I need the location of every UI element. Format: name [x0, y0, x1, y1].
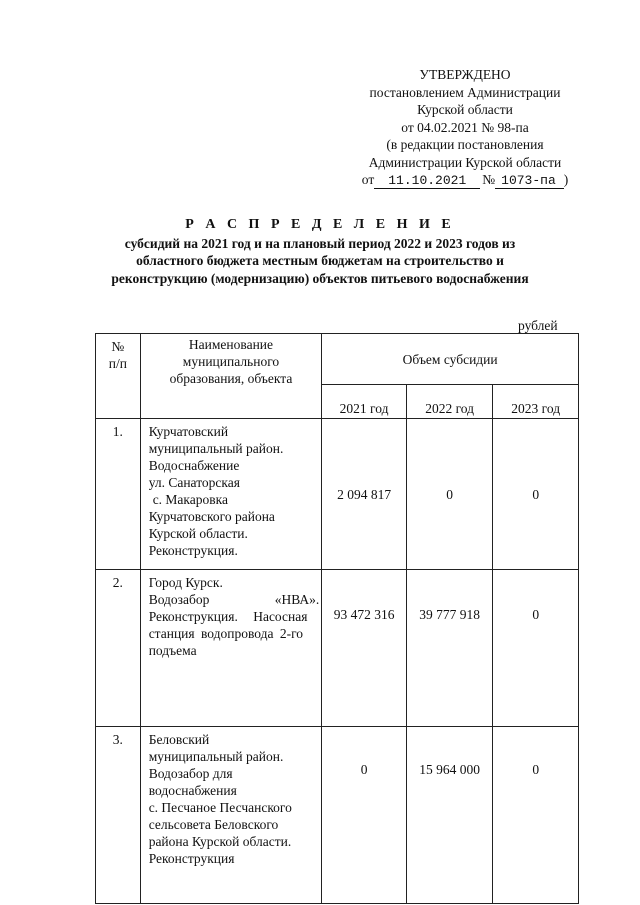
table-row [96, 570, 579, 727]
row-number: 2. [96, 570, 141, 727]
units-label: рублей [518, 318, 558, 333]
value-2022: 15 964 000 [406, 727, 493, 904]
object-name-line: Курчатовского района [148, 509, 275, 524]
col-name-header [140, 334, 322, 419]
year-2022-header: 2022 год [406, 385, 493, 419]
object-name-line: муниципальный район. [148, 441, 284, 456]
object-name-line: сельсовета Беловского [148, 817, 279, 832]
object-name-line: Беловский [148, 732, 210, 747]
title-line: субсидий на 2021 год и на плановый период 2022 и 2023 годов из [124, 235, 516, 251]
approval-line: Администрации Курской области [368, 154, 562, 170]
row-object-name [140, 727, 322, 904]
row-number: 1. [96, 419, 141, 570]
col-name-line: образования, объекта [169, 371, 293, 386]
object-name-line: с. Песчаное Песчанского [148, 800, 292, 815]
value-2021: 0 [322, 727, 407, 904]
object-name-line: Город Курск. [148, 575, 223, 590]
value-2021: 93 472 316 [322, 570, 407, 727]
col-name-line: Наименование [188, 337, 274, 352]
from-prefix: от [361, 172, 375, 187]
approval-heading: УТВЕРЖДЕНО [419, 67, 511, 82]
title-line: областного бюджета местным бюджетам на строительство и [136, 253, 504, 268]
year-2021-header: 2021 год [322, 385, 407, 419]
object-name-line: района Курской области. [148, 834, 292, 849]
title-line: реконструкцию (модернизацию) объектов питьевого водоснабжения [111, 270, 529, 286]
col-number-header [96, 334, 141, 419]
close-paren: ) [563, 172, 569, 187]
col-number-line: п/п [108, 356, 127, 371]
object-name-line: Реконструкция [148, 851, 235, 866]
value-2021: 2 094 817 [322, 419, 407, 570]
amendment-date-row [340, 171, 590, 189]
object-name-line: Реконструкция. Насосная [148, 609, 308, 624]
object-name-line: водоснабжения [148, 783, 237, 798]
col-number-line: № [111, 339, 125, 354]
col-volume-header: Объем субсидии [322, 334, 579, 385]
object-name-line: с. Макаровка [152, 492, 228, 507]
approval-line: (в редакции постановления [386, 137, 544, 152]
object-name-line: подъема [148, 643, 197, 658]
row-object-name [140, 570, 322, 727]
object-name-line: Реконструкция. [148, 543, 238, 558]
row-number: 3. [96, 727, 141, 904]
object-name-line: муниципальный район. [148, 749, 284, 764]
table-row [96, 727, 579, 904]
object-name-line: Водоснабжение [148, 458, 240, 473]
title-heading: Р А С П Р Е Д Е Л Е Н И Е [185, 217, 455, 232]
value-2022: 0 [406, 419, 493, 570]
approval-line: от 04.02.2021 № 98-па [401, 119, 529, 135]
value-2023: 0 [493, 570, 579, 727]
object-name-line: Водозабор для [148, 766, 233, 781]
object-name-line: ул. Санаторская [148, 475, 240, 490]
object-name-line: станция водопровода 2-го [148, 626, 304, 641]
document-title [60, 216, 580, 287]
object-name-line: Курчатовский [148, 424, 229, 439]
object-name-line: Водозабор «НВА». [148, 592, 320, 607]
table-row [96, 419, 579, 570]
col-name-line: муниципального [182, 354, 280, 369]
value-2022: 39 777 918 [406, 570, 493, 727]
table-header-row [96, 334, 579, 385]
approval-line: Курской области [417, 102, 513, 117]
approval-line: постановлением Администрации [369, 84, 561, 100]
number-sign: № [482, 172, 496, 187]
value-2023: 0 [493, 419, 579, 570]
object-name-line: Курской области. [148, 526, 248, 541]
year-2023-header: 2023 год [493, 385, 579, 419]
amendment-number: 1073-па [495, 174, 564, 189]
amendment-date: 11.10.2021 [374, 174, 480, 189]
row-object-name [140, 419, 322, 570]
value-2023: 0 [493, 727, 579, 904]
approval-stamp [340, 66, 590, 189]
subsidy-table [95, 333, 579, 904]
